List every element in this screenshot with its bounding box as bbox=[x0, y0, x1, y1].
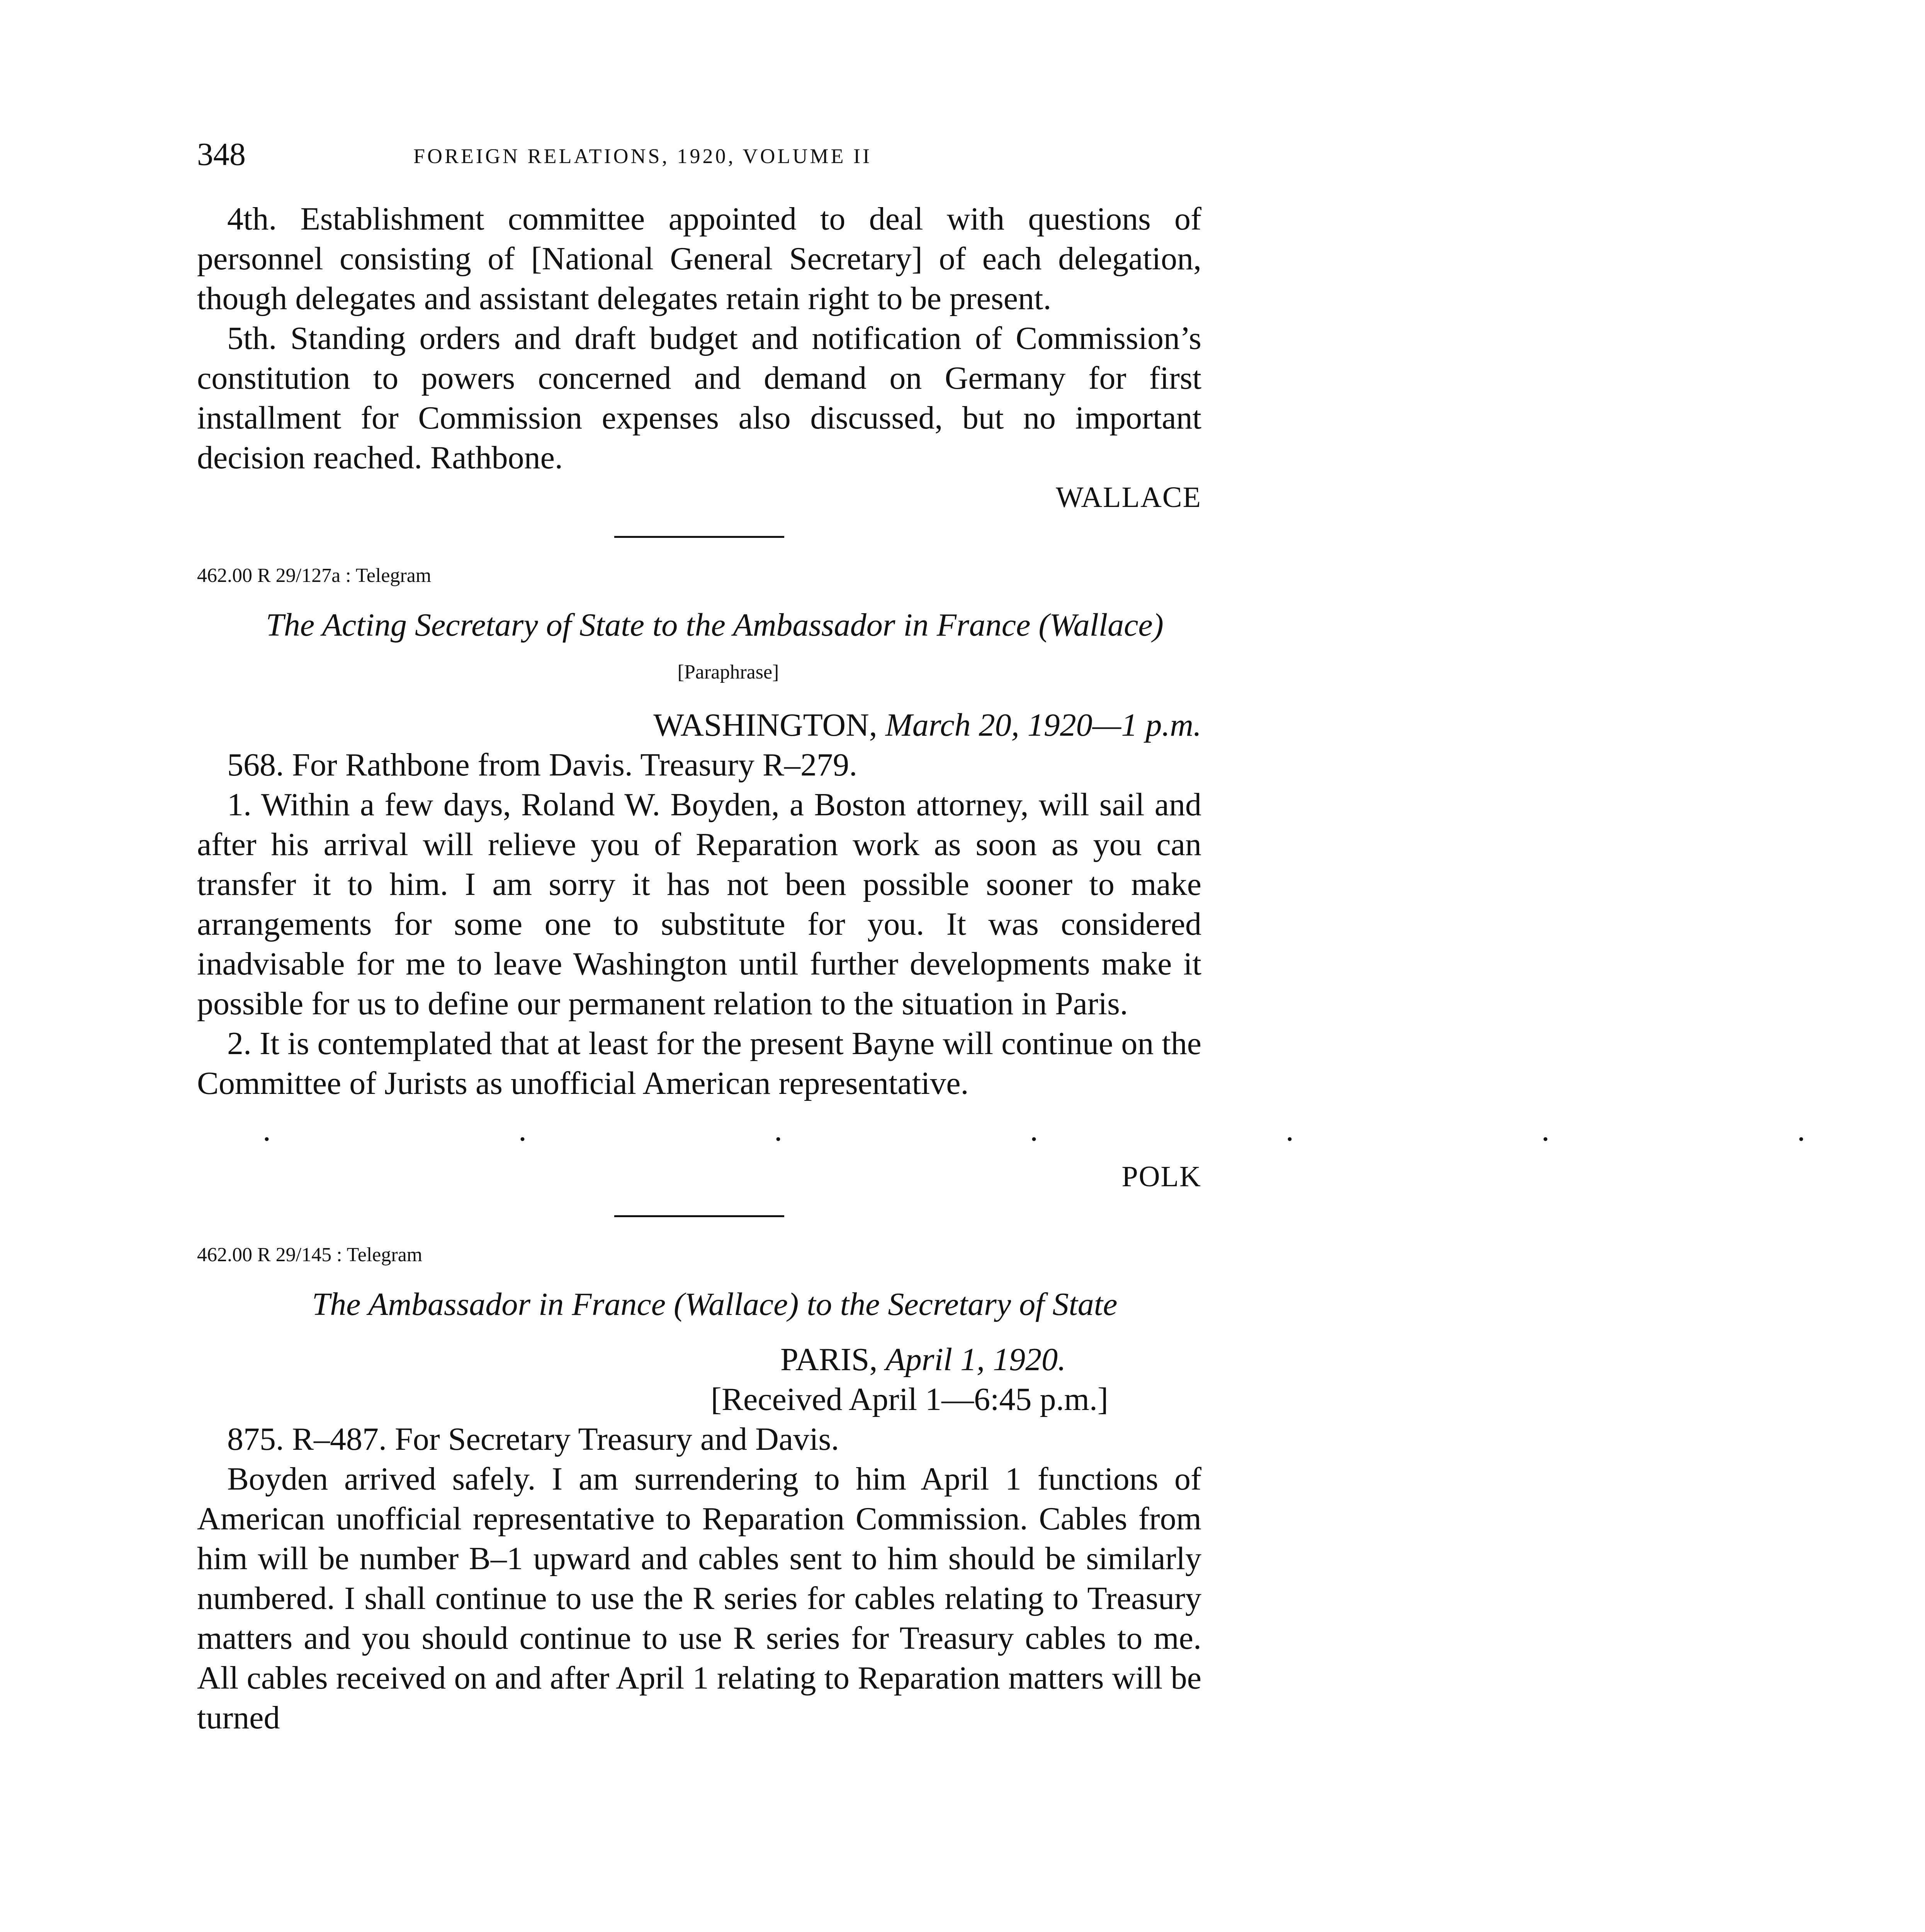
file-reference-1: 462.00 R 29/127a : Telegram bbox=[197, 565, 432, 587]
paraphrase-note: [Paraphrase] bbox=[677, 661, 779, 683]
signature-polk: POLK bbox=[1121, 1160, 1201, 1193]
dateline-place: PARIS, bbox=[780, 1342, 878, 1378]
file-reference-2: 462.00 R 29/145 : Telegram bbox=[197, 1244, 423, 1266]
paragraph-568: 568. For Rathbone from Davis. Treasury R–279. bbox=[227, 747, 857, 783]
page-content bbox=[197, 199, 1925, 1738]
page-header bbox=[197, 133, 1024, 180]
document-title-1: The Acting Secretary of State to the Ambassador in France (Wallace) bbox=[266, 607, 1164, 643]
paragraph-boyden: Boyden arrived safely. I am surrendering to him April 1 functions of American unofficial representative to Reparation Commission. Cables from him will be number B–1 upward and cables sent to him should be similarly numbered. I shall continue to use the R series for cables relating to Treasury matters and you should continue to use R series for Treasury cables to me. All cables received on and after April 1 relating to Reparation matters will be turned bbox=[197, 1461, 1201, 1736]
received-line: [Received April 1—6:45 p.m.] bbox=[711, 1381, 1108, 1417]
signature-wallace: WALLACE bbox=[1055, 481, 1201, 514]
paragraph-2: 2. It is contemplated that at least for the present Bayne will continue on the Committee of Jurists as unofficial American representative. bbox=[197, 1026, 1201, 1101]
page-number: 348 bbox=[197, 136, 246, 172]
dateline-date: March 20, 1920—1 p.m. bbox=[885, 707, 1201, 743]
omission-dots: . . . . . . . bbox=[263, 1112, 1925, 1148]
dateline-paris bbox=[780, 1340, 1201, 1379]
dateline-date: April 1, 1920. bbox=[885, 1342, 1066, 1378]
running-head: FOREIGN RELATIONS, 1920, VOLUME II bbox=[413, 145, 872, 168]
section-divider-1 bbox=[614, 536, 784, 538]
paragraph-4th: 4th. Establishment committee appointed to deal with questions of personnel consisting of [National General Secretary] of each delegation, though delegates and assistant delegates retain right to be present. bbox=[197, 201, 1201, 316]
paragraph-5th: 5th. Standing orders and draft budget and notification of Commission’s constitution to powers concerned and demand on Germany for first installment for Commission expenses also discussed, but no important decision reached. Rathbone. bbox=[197, 320, 1201, 476]
paragraph-875: 875. R–487. For Secretary Treasury and Davis. bbox=[227, 1421, 839, 1457]
document-title-2: The Ambassador in France (Wallace) to the Secretary of State bbox=[312, 1286, 1118, 1322]
section-divider-2 bbox=[614, 1215, 784, 1217]
paragraph-1: 1. Within a few days, Roland W. Boyden, a Boston attorney, will sail and after his arrival will relieve you of Reparation work as soon as you can transfer it to him. I am sorry it has not been possible sooner to make arrangements for some one to substitute for you. It was considered inadvisable for me to leave Washington until further developments make it possible for us to define our permanent relation to the situation in Paris. bbox=[197, 787, 1201, 1022]
dateline-place: WASHINGTON, bbox=[653, 707, 877, 743]
dateline-washington bbox=[197, 705, 1201, 745]
